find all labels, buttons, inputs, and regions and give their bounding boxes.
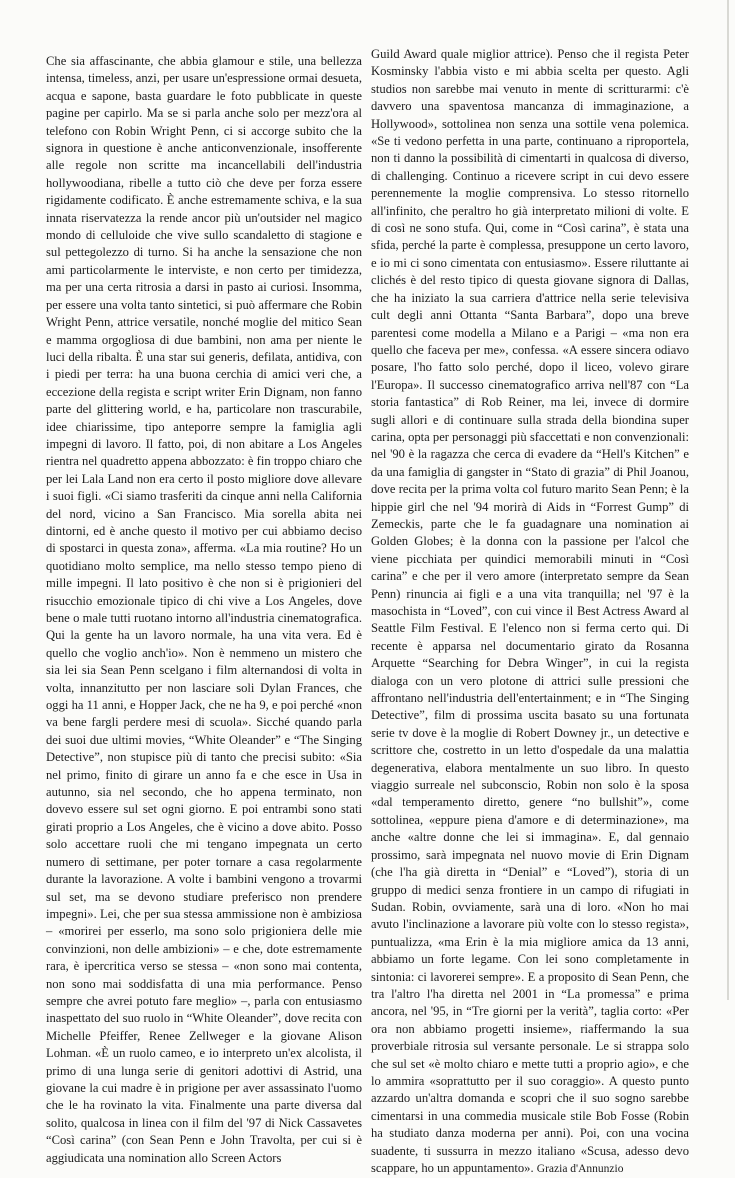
article-text-left: Che sia affascinante, che abbia glamour e stile, una bellezza intensa, timeless, anzi, per usare un'espressione ormai desueta, acqua e sapone, basta guardare le foto pubblicate in queste pagine per capirlo. Ma se si parla anche solo per mezz'ora al telefono con Robin Wright Penn, ci si accorge subito che la signora in questione è anche anticonvenzionale, insofferente alle regole non scritte ma incancellabili dell'industria hollywoodiana, ribelle a tutto ciò che deve per forza essere rigidamente codificato. È anche estremamente schiva, e la sua innata riservatezza la rende ancor più un'outsider nel magico mondo di celluloide che vive sullo scandaletto di stagione e sul pettegolezzo di turno. Si ha anche la sensazione che non ami particolarmente le interviste, e non certo per timidezza, ma per una certa ritrosia a darsi in pasto ai curiosi. Insomma, per essere una volta tanto sintetici, si può affermare che Robin Wright Penn, attrice versatile, nonché moglie del mitico Sean e mamma orgogliosa di due bambini, non ama per niente le luci della ribalta. È una star sui generis, defilata, antidiva, con i piedi per terra: ha una buona cerchia di amici veri che, a eccezione della regista e script writer Erin Dignam, non fanno parte del glittering world, e ha, particolare non trascurabile, idee chiarissime, tipo anteporre sempre la famiglia agli impegni di lavoro. Il fatto, poi, di non abitare a Los Angeles rientra nel quadretto appena abbozzato: è fin troppo chiaro che per lei Lala Land non era certo il posto migliore dove allevare i suoi figli. «Ci siamo trasferiti da cinque anni nella California del nord, vicino a San Francisco. Mia sorella abita nei dintorni, ed è anche questo il motivo per cui abbiamo deciso di spostarci in questa zona», afferma. «La mia routine? Ho un quotidiano molto semplice, ma nello stesso tempo pieno di mille impegni. Il lato positivo è che non si è prigionieri del risucchio emozionale tipico di chi vive a Los Angeles, dove bene o male tutti ruotano intorno all'industria cinematografica. Qui la gente ha un lavoro normale, ha una vita vera. Ed è quello che voglio anch'io». Non è nemmeno un mistero che sia lei sia Sean Penn scelgano i film alternandosi di volta in volta, innanzitutto per non lasciare soli Dylan Frances, che oggi ha 11 anni, e Hopper Jack, che ne ha 9, e poi perché «non va bene fargli perdere mesi di scuola». Sicché quando parla dei suoi due ultimi movies, “White Oleander” e “The Singing Detective”, non stupisce più di tanto che precisi subito: «Sia nel primo, finito di girare un anno fa e che esce in Usa in autunno, sia nel secondo, che ho appena terminato, non dovevo essere sul set ogni giorno. E poi entrambi sono stati girati proprio a Los Angeles, che è vicino a dove abito. Posso solo accettare ruoli che mi tengano impegnata un certo numero di settimane, per poter tornare a casa regolarmente durante la lavorazione. A volte i bambini vengono a trovarmi sul set, ma se devono studiare preferisco non prendere impegni». Lei, che per sua stessa ammissione non è ambiziosa – «morirei per esserlo, ma sono solo prigioniera delle mie convinzioni, non delle ambizioni» – e che, dote estremamente rara, è ipercritica verso se stessa – «non sono mai contenta, non sono mai soddisfatta di una mia performance. Penso sempre che avrei potuto fare meglio» –, parla con entusiasmo inaspettato del suo ruolo in “White Oleander”, dove recita con Michelle Pfeiffer, Renee Zellweger e la giovane Alison Lohman. «È un ruolo cameo, e io interpreto un'ex alcolista, il primo di una lunga serie di genitori adottivi di Astrid, una giovane la cui madre è in prigione per aver assassinato l'uomo che le ha rovinato la vita. Finalmente una parte diversa dal solito, qualcosa in linea con il film del '97 di Nick Cassavetes “Così carina” (con Sean Penn e John Travolta, per cui si è aggiudicata una nomination allo Screen Actors	[46, 54, 362, 1165]
article-column-right	[371, 46, 689, 1175]
article-text-right	[371, 46, 689, 1178]
page-edge	[727, 0, 729, 1000]
article-column-left	[46, 53, 362, 1165]
article-text-right-body: Guild Award quale miglior attrice). Penso che il regista Peter Kosminsky l'abbia visto e mi abbia scelta per questo. Agli studios non sarebbe mai venuto in mente di scritturarmi: c'è davvero una spaventosa mancanza di immaginazione, a Hollywood», sottolinea non senza una sottile vena polemica. «Se ti vedono perfetta in una parte, continuano a riproportela, non ti danno la possibilità di cimentarti in qualcosa di diverso, di challenging. Continuo a ricevere script in cui devo essere perennemente la moglie comprensiva. Lo stesso ritornello all'infinito, che peraltro ho già interpretato milioni di volte. E di così ne sono stufa. Qui, come in “Così carina”, è stata una sfida, perché la parte è complessa, presuppone un certo lavoro, e io mi ci sono cimentata con entusiasmo». Essere riluttante ai clichés è del resto tipico di questa giovane signora di Dallas, che ha iniziato la sua carriera d'attrice nella serie televisiva cult degli anni Ottanta “Santa Barbara”, dopo una breve parentesi come modella a Milano e a Parigi – «ma non era quello che faceva per me», confessa. «A essere sincera odiavo posare, l'ho fatto solo perché, dopo il liceo, volevo girare l'Europa». Il successo cinematografico arriva nell'87 con “La storia fantastica” di Rob Reiner, ma lei, invece di dormire sugli allori e di continuare sulla strada della biondina super carina, opta per personaggi più sfaccettati e non convenzionali: nel '90 è la ragazza che cerca di evadere da “Hell's Kitchen” e da una famiglia di gangster in “Stato di grazia” di Phil Joanou, dove recita per la prima volta col futuro marito Sean Penn; è la hippie girl che nel '94 morirà di Aids in “Forrest Gump” di Zemeckis, parte che le fa guadagnare una nomination ai Golden Globes; è la donna con la passione per l'alcol che viene picchiata per quindici memorabili minuti in “Così carina” e che per il vero amore (interpretato sempre da Sean Penn) rinuncia ai figli e a una vita tranquilla; nel '97 è la masochista in “Loved”, con cui vince il Best Actress Award al Seattle Film Festival. E l'elenco non si ferma certo qui. Di recente è apparsa nel documentario girato da Rosanna Arquette “Searching for Debra Winger”, in cui la regista dialoga con un vero plotone di attrici sulle pressioni che affrontano nell'industria dell'entertainment; e in “The Singing Detective”, film di prossima uscita basato su una fortunata serie tv dove è la moglie di Robert Downey jr., un detective e scrittore che, costretto in un letto d'ospedale da una malattia degenerativa, elabora mentalmente un suo libro. In questo viaggio surreale nel subconscio, Robin non solo è la sposa «dal temperamento diretto, genere “no bullshit”», come sottolinea, «eppure piena d'amore e di determinazione», ma anche «altre donne che lei si immagina». E, dal gennaio prossimo, sarà impegnata nel nuovo movie di Erin Dignam (che l'ha già diretta in “Denial” e “Loved”), storia di un gruppo di medici senza frontiere in un campo di rifugiati in Sudan. Robin, ovviamente, sarà una di loro. «Non ho mai avuto l'inclinazione a lavorare più volte con lo stesso regista», puntualizza, «ma Erin è la mia migliore amica da 13 anni, abbiamo un forte legame. Con lei sono completamente in sintonia: ci lavorerei sempre». E a proposito di Sean Penn, che tra l'altro l'ha diretta nel 2001 in “La promessa” e prima ancora, nel '95, in “Tre giorni per la verità”, taglia corto: «Per ora non abbiamo progetti insieme», riaffermando la sua proverbiale ritrosia sul versante personale. Le si strappa solo che sul set «è molto chiaro e mette tutti a proprio agio», e che lo ammira «soprattutto per il suo coraggio». A questo punto azzardo un'altra domanda e scopri che il suo sogno sarebbe cimentarsi in una commedia musicale stile Bob Fosse (Robin ha studiato danza moderna per anni). Poi, con una vocina suadente, ti sussurra in mezzo italiano «Scusa, adesso devo scappare, ho un appuntamento».	[371, 47, 689, 1175]
author-signature: Grazia d'Annunzio	[536, 1163, 624, 1175]
